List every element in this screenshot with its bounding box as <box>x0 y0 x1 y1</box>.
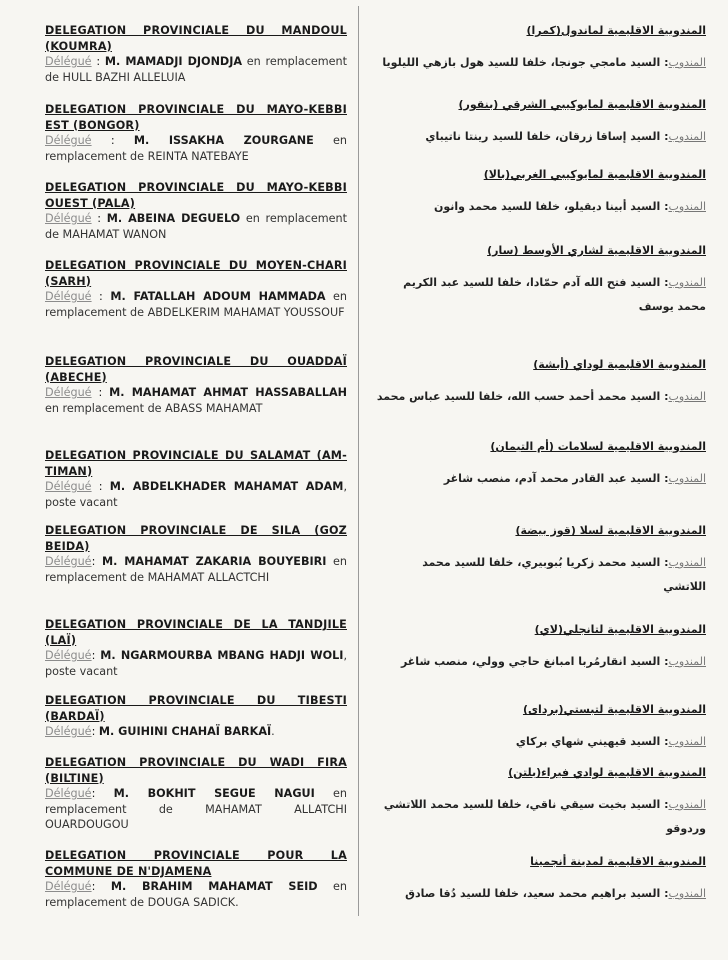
fr-label: Délégué <box>45 386 92 399</box>
ar-label: المندوب <box>668 655 706 668</box>
ar-label: المندوب <box>668 556 706 569</box>
fr-delegate-name: M. MAMADJI DJONDJA <box>104 55 243 68</box>
fr-label: Délégué <box>45 555 92 568</box>
ar-label: المندوب <box>668 56 706 69</box>
fr-entry-mayo-kebbi-ouest <box>45 180 347 242</box>
fr-body <box>45 648 347 679</box>
fr-rest: , poste vacant <box>45 480 347 509</box>
fr-label: Délégué <box>45 290 92 303</box>
fr-rest: . <box>271 725 275 738</box>
fr-rest: en remplacement de MAHAMAT ALLACTCHI <box>45 555 348 584</box>
fr-entry-ouaddai <box>45 354 347 416</box>
ar-sep: : <box>660 556 669 569</box>
column-divider <box>358 6 359 916</box>
fr-entry-tandjile <box>45 617 347 679</box>
fr-label: Délégué <box>45 787 92 800</box>
ar-text: السيد محمد أحمد حسب الله، خلفا للسيد عباس محمد <box>376 390 661 403</box>
ar-heading: المندوبية الاقليمية لمايوكيبي الشرقي (بنقور) <box>458 98 706 111</box>
ar-body <box>376 551 706 599</box>
fr-body <box>45 54 347 85</box>
fr-delegate-name: M. MAHAMAT ZAKARIA BOUYEBIRI <box>101 555 327 568</box>
ar-body <box>376 385 706 409</box>
ar-text: السيد قيهيني شهاي بركاي <box>515 735 661 748</box>
ar-heading: المندوبية الاقليمية لتبستي(بردای) <box>522 703 706 716</box>
ar-sep: : <box>660 887 669 900</box>
ar-label: المندوب <box>668 130 706 143</box>
fr-sep: : <box>91 555 102 568</box>
fr-entry-wadi-fira <box>45 755 347 833</box>
fr-label: Délégué <box>45 212 92 225</box>
fr-sep: : <box>91 787 114 800</box>
ar-text: السيد عبد القادر محمد آدم، منصب شاغر <box>443 472 661 485</box>
ar-entry-wadi-fira <box>376 764 706 841</box>
fr-rest: en remplacement de HULL BAZHI ALLELUIA <box>45 55 348 84</box>
ar-sep: : <box>660 130 669 143</box>
fr-heading: DELEGATION PROVINCIALE DE SILA (GOZ BEIDA) <box>45 524 347 553</box>
ar-heading: المندوبية الاقليمية لتانجلي(لاي) <box>534 623 706 636</box>
fr-entry-mandoul <box>45 23 347 85</box>
fr-sep: : <box>91 55 105 68</box>
ar-label: المندوب <box>668 200 706 213</box>
fr-delegate-name: M. MAHAMAT AHMAT HASSABALLAH <box>109 386 347 399</box>
fr-delegate-name: M. ISSAKHA ZOURGANE <box>133 134 314 147</box>
ar-text: السيد إساقا زرقان، خلفا للسيد رينتا ناتيباي <box>425 130 661 143</box>
ar-entry-ouaddai <box>376 356 706 409</box>
fr-heading: DELEGATION PROVINCIALE DU MANDOUL (KOUMRA) <box>45 24 347 53</box>
fr-body <box>45 385 347 416</box>
fr-rest: en remplacement de ABDELKERIM MAHAMAT YOUSSOUF <box>45 290 347 319</box>
ar-body <box>376 195 706 219</box>
fr-sep: : <box>91 212 107 225</box>
fr-sep: : <box>91 725 99 738</box>
fr-rest: en remplacement de MAHAMAT ALLATCHI OUARDOUGOU <box>45 787 348 831</box>
ar-entry-ndjamena <box>376 853 706 906</box>
fr-body <box>45 211 347 242</box>
fr-heading: DELEGATION PROVINCIALE DU WADI FIRA (BILTINE) <box>45 756 347 785</box>
ar-label: المندوب <box>668 798 706 811</box>
fr-heading: DELEGATION PROVINCIALE DU MAYO-KEBBI EST (BONGOR) <box>45 103 347 132</box>
ar-label: المندوب <box>668 887 706 900</box>
ar-label: المندوب <box>668 276 706 289</box>
fr-body <box>45 479 347 510</box>
fr-heading: DELEGATION PROVINCIALE DU MOYEN-CHARI (SARH) <box>45 259 347 288</box>
ar-text: السيد بخيت سيقي ناقي، خلفا للسيد محمد اللاتشي وردوقو <box>383 798 706 835</box>
ar-heading: المندوبية الاقليمية لمايوكيبي الغربي(بالا) <box>483 168 706 181</box>
fr-rest: en remplacement de ABASS MAHAMAT <box>45 401 263 415</box>
fr-body <box>45 554 347 585</box>
fr-delegate-name: M. BOKHIT SEGUE NAGUI <box>113 787 315 800</box>
fr-entry-tibesti <box>45 693 347 740</box>
ar-entry-salamat <box>376 438 706 491</box>
ar-heading: المندوبية الاقليمية لسلا (قوز بيضة) <box>515 524 706 537</box>
ar-body <box>376 125 706 149</box>
ar-text: السيد مامجي جونجا، خلفا للسيد هول بازهي الليلويا <box>382 56 661 69</box>
fr-rest: , poste vacant <box>45 649 348 678</box>
fr-sep: : <box>91 134 134 147</box>
ar-label: المندوب <box>668 735 706 748</box>
fr-label: Délégué <box>45 880 92 893</box>
ar-sep: : <box>660 390 669 403</box>
fr-rest: en remplacement de MAHAMAT WANON <box>45 212 348 241</box>
ar-body <box>376 730 706 754</box>
fr-delegate-name: M. FATALLAH ADOUM HAMMADA <box>110 290 326 303</box>
fr-body <box>45 133 347 164</box>
ar-text: السيد فتح الله آدم حمّادا، خلفا للسيد عبد الكريم محمد يوسف <box>403 276 706 313</box>
ar-heading: المندوبية الاقليمية لمدينة أنجمينا <box>530 855 706 868</box>
fr-label: Délégué <box>45 725 92 738</box>
ar-text: السيد محمد زكريا بُبوبيري، خلفا للسيد محمد اللاتشي <box>422 556 706 593</box>
fr-delegate-name: M. BRAHIM MAHAMAT SEID <box>110 880 318 893</box>
ar-heading: المندوبية الاقليمية لوداي (أبشة) <box>533 358 706 371</box>
ar-label: المندوب <box>668 472 706 485</box>
fr-entry-salamat <box>45 448 347 510</box>
fr-delegate-name: M. ABDELKHADER MAHAMAT ADAM <box>109 480 344 493</box>
fr-body <box>45 786 347 833</box>
fr-heading: DELEGATION PROVINCIALE DU MAYO-KEBBI OUEST (PALA) <box>45 181 347 210</box>
ar-sep: : <box>660 200 669 213</box>
fr-label: Délégué <box>45 55 92 68</box>
ar-heading: المندوبية الاقليمية لسلامات (أم التيمان) <box>490 440 706 453</box>
fr-label: Délégué <box>45 480 92 493</box>
fr-sep: : <box>91 480 110 493</box>
fr-delegate-name: M. NGARMOURBA MBANG HADJI WOLI <box>100 649 344 662</box>
ar-text: السيد براهيم محمد سعيد، خلفا للسيد دُقا صادق <box>405 887 661 900</box>
ar-entry-mandoul <box>376 22 706 75</box>
fr-delegate-name: M. GUIHINI CHAHAÏ BARKAÏ <box>98 725 272 738</box>
fr-entry-mayo-kebbi-est <box>45 102 347 164</box>
fr-sep: : <box>91 386 110 399</box>
fr-heading: DELEGATION PROVINCIALE POUR LA COMMUNE DE N'DJAMENA <box>45 849 347 878</box>
ar-body <box>376 467 706 491</box>
ar-entry-moyen-chari <box>376 242 706 319</box>
ar-label: المندوب <box>668 390 706 403</box>
ar-entry-mayo-kebbi-est <box>376 96 706 149</box>
ar-heading: المندوبية الاقليمية لوادي فيراء(بلتن) <box>508 766 706 779</box>
fr-heading: DELEGATION PROVINCIALE DE LA TANDJILE (LAÏ) <box>45 618 347 647</box>
fr-entry-ndjamena <box>45 848 347 910</box>
ar-sep: : <box>660 798 669 811</box>
ar-entry-sila <box>376 522 706 599</box>
ar-entry-tibesti <box>376 701 706 754</box>
ar-sep: : <box>660 56 669 69</box>
fr-label: Délégué <box>45 649 92 662</box>
ar-text: السيد أبينا ديقيلو، خلفا للسيد محمد وانون <box>433 200 661 213</box>
ar-sep: : <box>660 472 669 485</box>
fr-body <box>45 289 347 320</box>
ar-body <box>376 51 706 75</box>
ar-body <box>376 271 706 319</box>
ar-sep: : <box>660 276 669 289</box>
fr-sep: : <box>91 880 111 893</box>
ar-body <box>376 882 706 906</box>
fr-rest: en remplacement de REINTA NATEBAYE <box>45 134 348 163</box>
fr-entry-sila <box>45 523 347 585</box>
fr-body <box>45 724 347 740</box>
ar-entry-mayo-kebbi-ouest <box>376 166 706 219</box>
ar-heading: المندوبية الاقليمية لماندول(كمرا) <box>526 24 706 37</box>
fr-entry-moyen-chari <box>45 258 347 320</box>
ar-text: السيد انقارمُربا امبانغ حاجي وولي، منصب شاغر <box>400 655 661 668</box>
ar-sep: : <box>660 655 669 668</box>
ar-sep: : <box>660 735 669 748</box>
fr-sep: : <box>91 649 101 662</box>
ar-body <box>376 650 706 674</box>
fr-sep: : <box>91 290 111 303</box>
ar-body <box>376 793 706 841</box>
fr-heading: DELEGATION PROVINCIALE DU SALAMAT (AM-TIMAN) <box>45 449 347 478</box>
fr-body <box>45 879 347 910</box>
ar-heading: المندوبية الاقليمية لشاري الأوسط (سار) <box>487 244 706 257</box>
fr-heading: DELEGATION PROVINCIALE DU TIBESTI (BARDAÏ) <box>45 694 347 723</box>
fr-label: Délégué <box>45 134 92 147</box>
ar-entry-tandjile <box>376 621 706 674</box>
fr-delegate-name: M. ABEINA DEGUELO <box>106 212 241 225</box>
fr-heading: DELEGATION PROVINCIALE DU OUADDAÏ (ABECHE) <box>45 355 347 384</box>
fr-rest: en remplacement de DOUGA SADICK. <box>45 880 347 909</box>
